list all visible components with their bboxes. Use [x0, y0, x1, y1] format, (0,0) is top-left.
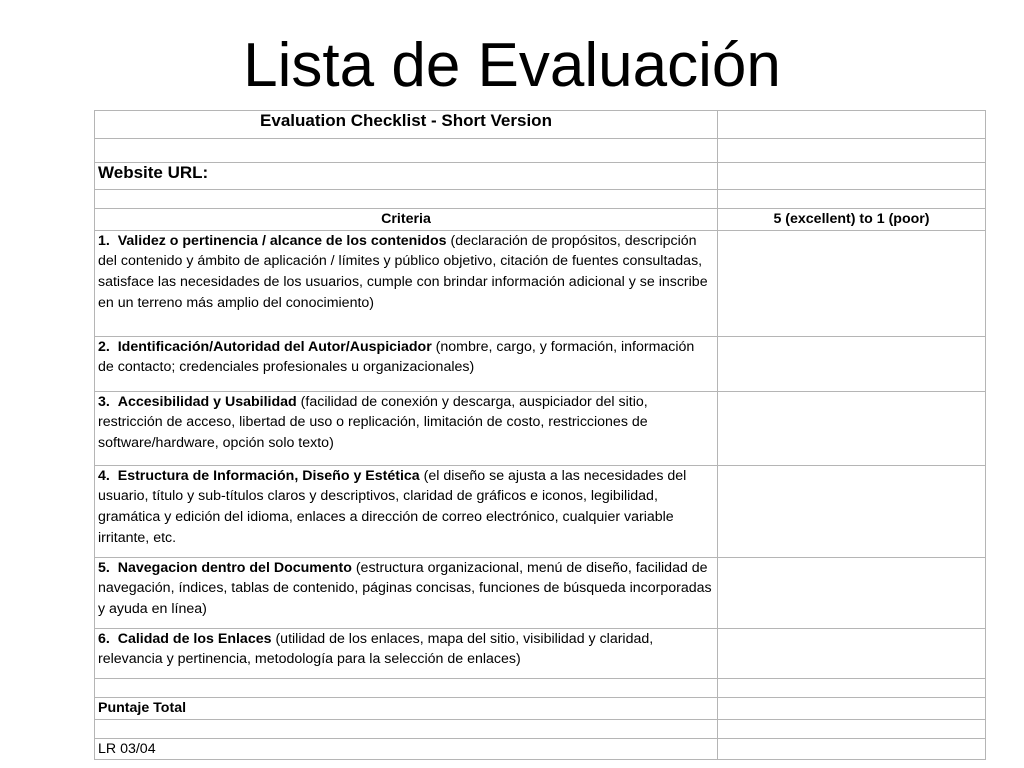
- table-row: [95, 719, 986, 738]
- criteria-column-header: Criteria: [95, 209, 718, 231]
- empty-cell[interactable]: [718, 190, 986, 209]
- empty-cell[interactable]: [95, 190, 718, 209]
- website-url-label: Website URL:: [95, 163, 718, 190]
- evaluation-checklist-table: [94, 110, 986, 760]
- footer-note: LR 03/04: [95, 738, 718, 760]
- criterion-cell: [95, 230, 718, 336]
- criterion-row: [95, 628, 986, 678]
- score-cell[interactable]: [718, 557, 986, 628]
- empty-cell[interactable]: [718, 678, 986, 697]
- score-cell[interactable]: [718, 465, 986, 557]
- score-column-header: 5 (excellent) to 1 (poor): [718, 209, 986, 231]
- criterion-cell: [95, 628, 718, 678]
- table-row: [95, 163, 986, 190]
- empty-cell[interactable]: [95, 678, 718, 697]
- table-row: [95, 139, 986, 163]
- total-label: Puntaje Total: [95, 697, 718, 719]
- empty-cell[interactable]: [718, 719, 986, 738]
- table-row: [95, 111, 986, 139]
- criterion-description: (facilidad de conexión y descarga, auspiciador del sitio, restricción de acceso, libertad de uso o replicación, limitación de costo, restricciones de software/hardware, opción solo texto): [98, 393, 648, 452]
- empty-cell[interactable]: [95, 139, 718, 163]
- criterion-name: Calidad de los Enlaces: [117, 630, 272, 647]
- website-url-field[interactable]: [718, 163, 986, 190]
- criterion-number: 5.: [98, 559, 110, 576]
- empty-cell[interactable]: [718, 738, 986, 760]
- slide-title: Lista de Evaluación: [243, 31, 781, 100]
- criterion-number: 3.: [98, 393, 110, 410]
- criterion-cell: [95, 557, 718, 628]
- criterion-row: [95, 465, 986, 557]
- column-header-row: [95, 209, 986, 231]
- criterion-number: 4.: [98, 467, 110, 484]
- criterion-name: Validez o pertinencia / alcance de los contenidos: [117, 232, 447, 249]
- criterion-description: (declaración de propósitos, descripción del contenido y ámbito de aplicación / límites y público objetivo, citación de fuentes consultadas, satisface las necesidades de los usuarios, cumple con brindar información adicional y se inscribe en un terreno más amplio del conocimiento): [98, 232, 708, 311]
- sheet-title: Evaluation Checklist - Short Version: [95, 111, 718, 139]
- criterion-description: (nombre, cargo, y formación, información de contacto; credenciales profesionales u organizacionales): [98, 338, 695, 376]
- criterion-name: Accesibilidad y Usabilidad: [117, 393, 297, 410]
- criterion-cell: [95, 336, 718, 391]
- criterion-number: 1.: [98, 232, 110, 249]
- empty-cell[interactable]: [718, 111, 986, 139]
- score-cell[interactable]: [718, 230, 986, 336]
- score-cell[interactable]: [718, 628, 986, 678]
- criterion-cell: [95, 391, 718, 465]
- criterion-number: 2.: [98, 338, 110, 355]
- score-cell[interactable]: [718, 336, 986, 391]
- criterion-name: Navegacion dentro del Documento: [117, 559, 352, 576]
- criterion-description: (estructura organizacional, menú de diseño, facilidad de navegación, índices, tablas de contenido, páginas concisas, funciones de búsqueda incorporadas y ayuda en línea): [98, 559, 712, 618]
- criterion-row: [95, 391, 986, 465]
- score-cell[interactable]: [718, 391, 986, 465]
- table-row: [95, 190, 986, 209]
- criterion-row: [95, 557, 986, 628]
- criterion-row: [95, 336, 986, 391]
- empty-cell[interactable]: [718, 139, 986, 163]
- footer-row: [95, 738, 986, 760]
- criterion-description: (utilidad de los enlaces, mapa del sitio, visibilidad y claridad, relevancia y pertinencia, metodología para la selección de enlaces): [98, 630, 654, 668]
- criterion-number: 6.: [98, 630, 110, 647]
- criterion-cell: [95, 465, 718, 557]
- criterion-name: Estructura de Información, Diseño y Estética: [117, 467, 420, 484]
- criterion-description: (el diseño se ajusta a las necesidades del usuario, título y sub-títulos claros y descriptivos, claridad de gráficos e iconos, legibilidad, gramática y edición del idioma, enlaces a dirección de correo electrónico, cualquier variable irritante, etc.: [98, 467, 687, 546]
- criterion-row: [95, 230, 986, 336]
- total-score-cell[interactable]: [718, 697, 986, 719]
- total-row: [95, 697, 986, 719]
- empty-cell[interactable]: [95, 719, 718, 738]
- criterion-name: Identificación/Autoridad del Autor/Auspiciador: [117, 338, 432, 355]
- table-row: [95, 678, 986, 697]
